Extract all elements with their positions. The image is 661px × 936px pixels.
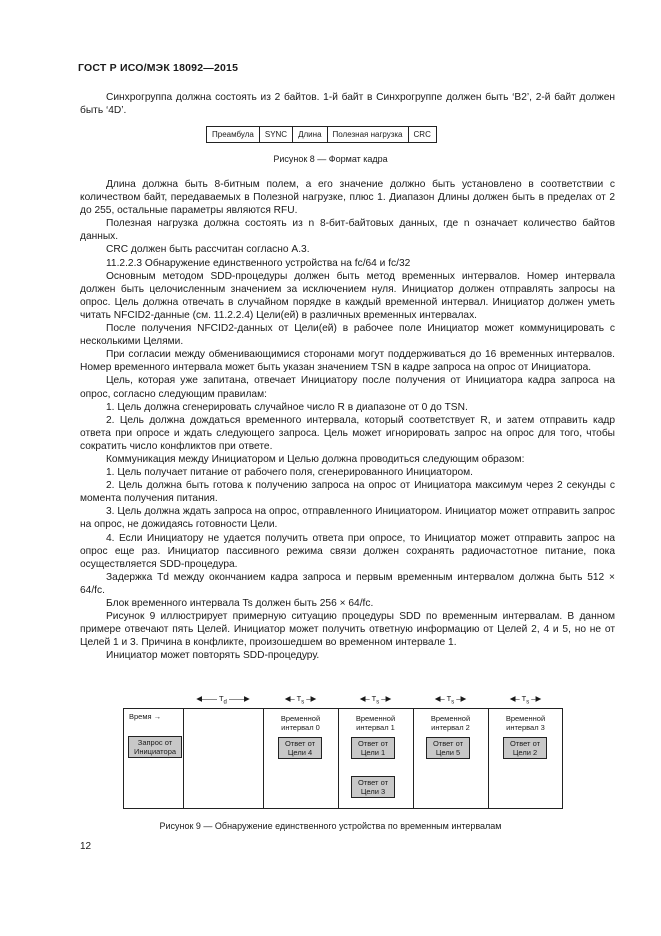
time-axis-label: Время →: [129, 712, 162, 721]
list-item: 1. Цель должна сгенерировать случайное число R в диапазоне от 0 до TSN.: [106, 401, 468, 413]
diagram-divider: [338, 708, 339, 808]
diagram-divider: [413, 708, 414, 808]
frame-format-table: [206, 126, 437, 143]
paragraph: Коммуникация между Инициатором и Целью должна проводиться следующим образом:: [106, 453, 525, 465]
frame-field-payload: Полезная нагрузка: [327, 127, 408, 143]
paragraph: Рисунок 9 иллюстрирует примерную ситуацию процедуры SDD по временным интервалам. В данном примере отвечают пять Целей. Инициатор может получить ответную информацию от Целей 2, 4 и 5, но не от Целей 1 и 3. Причина в конфликте, произошедшем во временном интервале 1.: [80, 611, 615, 649]
figure-8-caption: Рисунок 8 — Формат кадра: [273, 154, 388, 164]
ts-label: ◀– $T_s$ –▶: [359, 694, 392, 706]
paragraph: При согласии между обменивающимися сторонами могут поддерживаться до 16 временных интервалов. Номер временного интервала может быть указан значением TSN в кадре запроса на опрос от Инициатора.: [80, 349, 615, 374]
list-item: 2. Цель должна быть готова к получению запроса на опрос от Инициатора максимум через 2 секунды с момента получения питания.: [80, 480, 615, 505]
section-heading: 11.2.2.3 Обнаружение единственного устройства на fc/64 и fc/32: [106, 257, 411, 269]
diagram-top-line: [123, 708, 563, 709]
figure-9-caption: Рисунок 9 — Обнаружение единственного устройства по временным интервалам: [159, 821, 502, 831]
list-item: 3. Цель должна ждать запроса на опрос, отправленного Инициатором. Инициатор может отправить запрос на опрос, не дожидаясь готовности Цели.: [80, 506, 615, 531]
paragraph: Основным методом SDD-процедуры должен быть метод временных интервалов. Номер интервала должен быть целочисленным значением за исключением нуля. Инициатор должен отправлять запросы на опрос. Цель должна отвечать в случайном порядке в каждый временной интервал. Инициатор должен уметь читать NFCID2-данные (см. 11.2.2.4) Цели(ей) в различных временных интервалах.: [80, 270, 615, 321]
arrow-right-icon: →: [153, 712, 162, 721]
target-response-box: Ответ от Цели 2: [503, 737, 547, 759]
ts-label: ◀– $T_s$ –▶: [284, 694, 317, 706]
diagram-divider: [488, 708, 489, 808]
diagram-divider: [183, 708, 184, 808]
target-response-box: Ответ от Цели 4: [278, 737, 322, 759]
list-item: 1. Цель получает питание от рабочего поля, сгенерированного Инициатором.: [106, 467, 473, 479]
paragraph: Цель, которая уже запитана, отвечает Инициатору после получения от Инициатора кадра запроса на опрос, согласно следующим правилам:: [80, 375, 615, 400]
diagram-divider: [123, 708, 124, 808]
slot-title: Временной интервал 0: [280, 714, 321, 732]
diagram-divider: [263, 708, 264, 808]
paragraph: Синхрогруппа должна состоять из 2 байтов. 1-й байт в Синхрогруппе должен быть ‘B2’, 2-й байт должен быть ‘4D’.: [80, 92, 615, 117]
slot-title: Временной интервал 3: [505, 714, 546, 732]
paragraph: Инициатор может повторять SDD-процедуру.: [106, 650, 320, 662]
paragraph: CRC должен быть рассчитан согласно А.3.: [106, 244, 310, 256]
list-item: 2. Цель должна дождаться временного интервала, который соответствует R, и затем отправить кадр ответа при опросе и ждать следующего запроса. Цель может игнорировать запрос на опрос для того, чтобы сократить число конфликтов при ответе.: [80, 414, 615, 452]
paragraph: Длина должна быть 8-битным полем, а его значение должно быть установлено в соответствии с количеством байт, передаваемых в Полезной нагрузке, плюс 1. Диапазон Длины должен быть в пределах от 2 до 255, остальные параметры являются RFU.: [80, 179, 615, 217]
main-text: [80, 178, 615, 662]
frame-field-sync: SYNC: [259, 127, 292, 143]
target-response-box: Ответ от Цели 1: [351, 737, 395, 759]
document-header: ГОСТ Р ИСО/МЭК 18092—2015: [78, 62, 239, 74]
slot-title: Временной интервал 2: [430, 714, 471, 732]
frame-field-crc: CRC: [408, 127, 436, 143]
frame-field-length: Длина: [293, 127, 327, 143]
ts-label: ◀– $T_s$ –▶: [434, 694, 467, 706]
ts-label: ◀– $T_s$ –▶: [509, 694, 542, 706]
list-item: 4. Если Инициатору не удается получить ответа при опросе, то Инициатор может отправить запрос на опрос еще раз. Инициатор пассивного режима связи должен сохранять радиочастотное питание, пока осуществляется SDD-процедура.: [80, 532, 615, 570]
target-response-box: Ответ от Цели 5: [426, 737, 470, 759]
slot-title: Временной интервал 1: [355, 714, 396, 732]
diagram-bottom-line: [123, 808, 563, 809]
paragraph: Задержка Td между окончанием кадра запроса и первым временным интервалом должна быть 512 × 64/fc.: [80, 571, 615, 596]
paragraph: После получения NFCID2-данных от Цели(ей) в рабочее поле Инициатор может коммуницировать с несколькими Целями.: [80, 323, 615, 348]
initiator-request-box: Запрос от Инициатора: [128, 736, 182, 758]
frame-field-preamble: Преамбула: [207, 127, 260, 143]
target-response-box: Ответ от Цели 3: [351, 776, 395, 798]
paragraph: Полезная нагрузка должна состоять из n 8-бит-байтовых данных, где n означает количество байтов данных.: [80, 218, 615, 243]
td-label: ◀—— $T_d$ ——▶: [196, 694, 250, 706]
paragraph: Блок временного интервала Ts должен быть 256 × 64/fc.: [106, 598, 374, 609]
sdd-timeslot-diagram: [123, 694, 563, 809]
page-number: 12: [80, 841, 92, 852]
diagram-divider: [562, 708, 563, 808]
intro-paragraph: [80, 91, 615, 117]
